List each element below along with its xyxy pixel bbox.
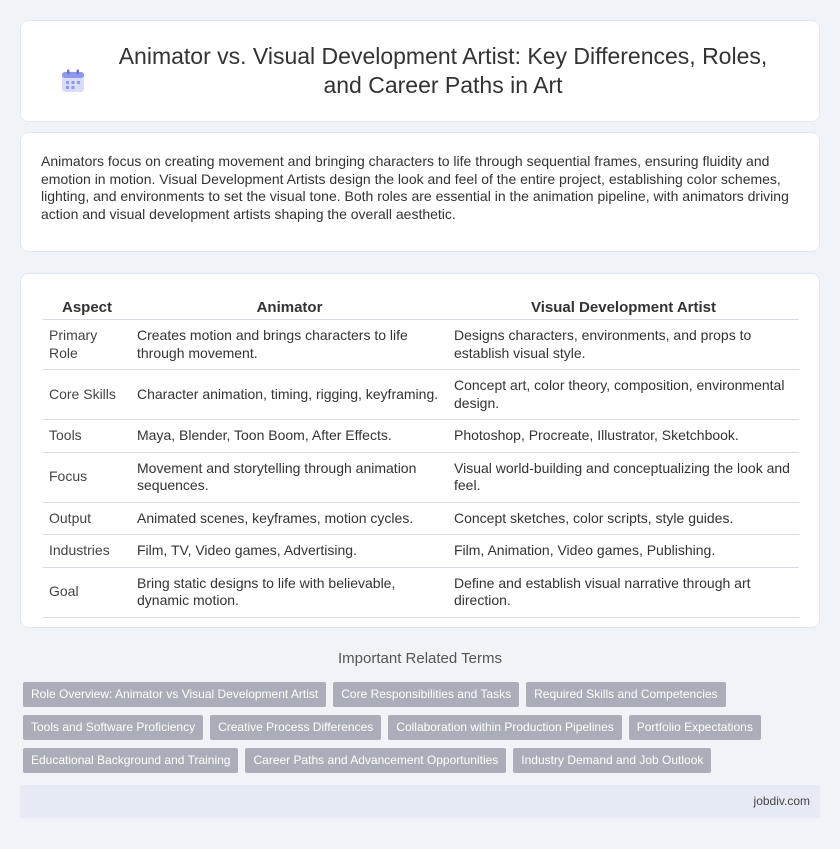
title-wrap (60, 42, 780, 100)
intro-text: Animators focus on creating movement and bringing characters to life through sequential frames, ensuring fluidity and emotion in motion. Visual Development Artists design the look and feel of the entire project, establishing color schemes, lighting, and environments to set the visual tone. Both roles are essential in the animation pipeline, with animators driving action and visual development artists shaping the overall aesthetic. (41, 153, 789, 222)
table-row (43, 567, 799, 617)
page-title: Animator vs. Visual Development Artist: Key Differences, Roles, and Career Paths in Art (118, 43, 768, 98)
row-visual-dev: Visual world-building and conceptualizing the look and feel. (448, 452, 799, 502)
row-animator: Character animation, timing, rigging, keyframing. (131, 370, 448, 420)
row-aspect: Industries (43, 535, 131, 568)
row-animator: Film, TV, Video games, Advertising. (131, 535, 448, 568)
related-term-tag[interactable]: Portfolio Expectations (629, 715, 761, 740)
tag-row (23, 748, 823, 773)
row-animator: Creates motion and brings characters to life through movement. (131, 320, 448, 370)
related-term-tag[interactable]: Educational Background and Training (23, 748, 238, 773)
row-visual-dev: Photoshop, Procreate, Illustrator, Sketchbook. (448, 420, 799, 453)
related-term-tag[interactable]: Creative Process Differences (210, 715, 381, 740)
row-visual-dev: Define and establish visual narrative through art direction. (448, 567, 799, 617)
row-aspect: Output (43, 502, 131, 535)
table-row (43, 320, 799, 370)
table-header-row (43, 294, 799, 320)
footer-site-link[interactable]: jobdiv.com (753, 794, 810, 808)
title-card (20, 20, 820, 122)
related-term-tag[interactable]: Industry Demand and Job Outlook (513, 748, 711, 773)
intro-card (20, 132, 820, 252)
table-row (43, 420, 799, 453)
related-terms-title: Important Related Terms (338, 650, 502, 667)
tag-row (23, 682, 823, 707)
comparison-card (20, 273, 820, 628)
table-row (43, 535, 799, 568)
related-term-tag[interactable]: Role Overview: Animator vs Visual Development Artist (23, 682, 326, 707)
row-aspect: Goal (43, 567, 131, 617)
row-animator: Movement and storytelling through animation sequences. (131, 452, 448, 502)
table-row (43, 452, 799, 502)
calendar-icon (60, 68, 86, 94)
row-animator: Animated scenes, keyframes, motion cycles. (131, 502, 448, 535)
related-term-tag[interactable]: Career Paths and Advancement Opportunities (245, 748, 506, 773)
footer (20, 785, 820, 818)
row-aspect: Focus (43, 452, 131, 502)
table-row (43, 370, 799, 420)
row-visual-dev: Concept art, color theory, composition, environmental design. (448, 370, 799, 420)
header-visual-dev-artist: Visual Development Artist (448, 294, 799, 320)
table-row (43, 502, 799, 535)
row-animator: Maya, Blender, Toon Boom, After Effects. (131, 420, 448, 453)
header-animator: Animator (131, 294, 448, 320)
related-terms-tags (23, 682, 823, 781)
related-term-tag[interactable]: Tools and Software Proficiency (23, 715, 203, 740)
row-aspect: Tools (43, 420, 131, 453)
tag-row (23, 715, 823, 740)
row-visual-dev: Concept sketches, color scripts, style guides. (448, 502, 799, 535)
related-term-tag[interactable]: Core Responsibilities and Tasks (333, 682, 519, 707)
comparison-table (43, 294, 799, 618)
header-aspect: Aspect (43, 294, 131, 320)
related-term-tag[interactable]: Required Skills and Competencies (526, 682, 725, 707)
row-aspect: Core Skills (43, 370, 131, 420)
related-term-tag[interactable]: Collaboration within Production Pipelines (388, 715, 621, 740)
row-visual-dev: Designs characters, environments, and props to establish visual style. (448, 320, 799, 370)
row-visual-dev: Film, Animation, Video games, Publishing. (448, 535, 799, 568)
row-animator: Bring static designs to life with believable, dynamic motion. (131, 567, 448, 617)
row-aspect: Primary Role (43, 320, 131, 370)
